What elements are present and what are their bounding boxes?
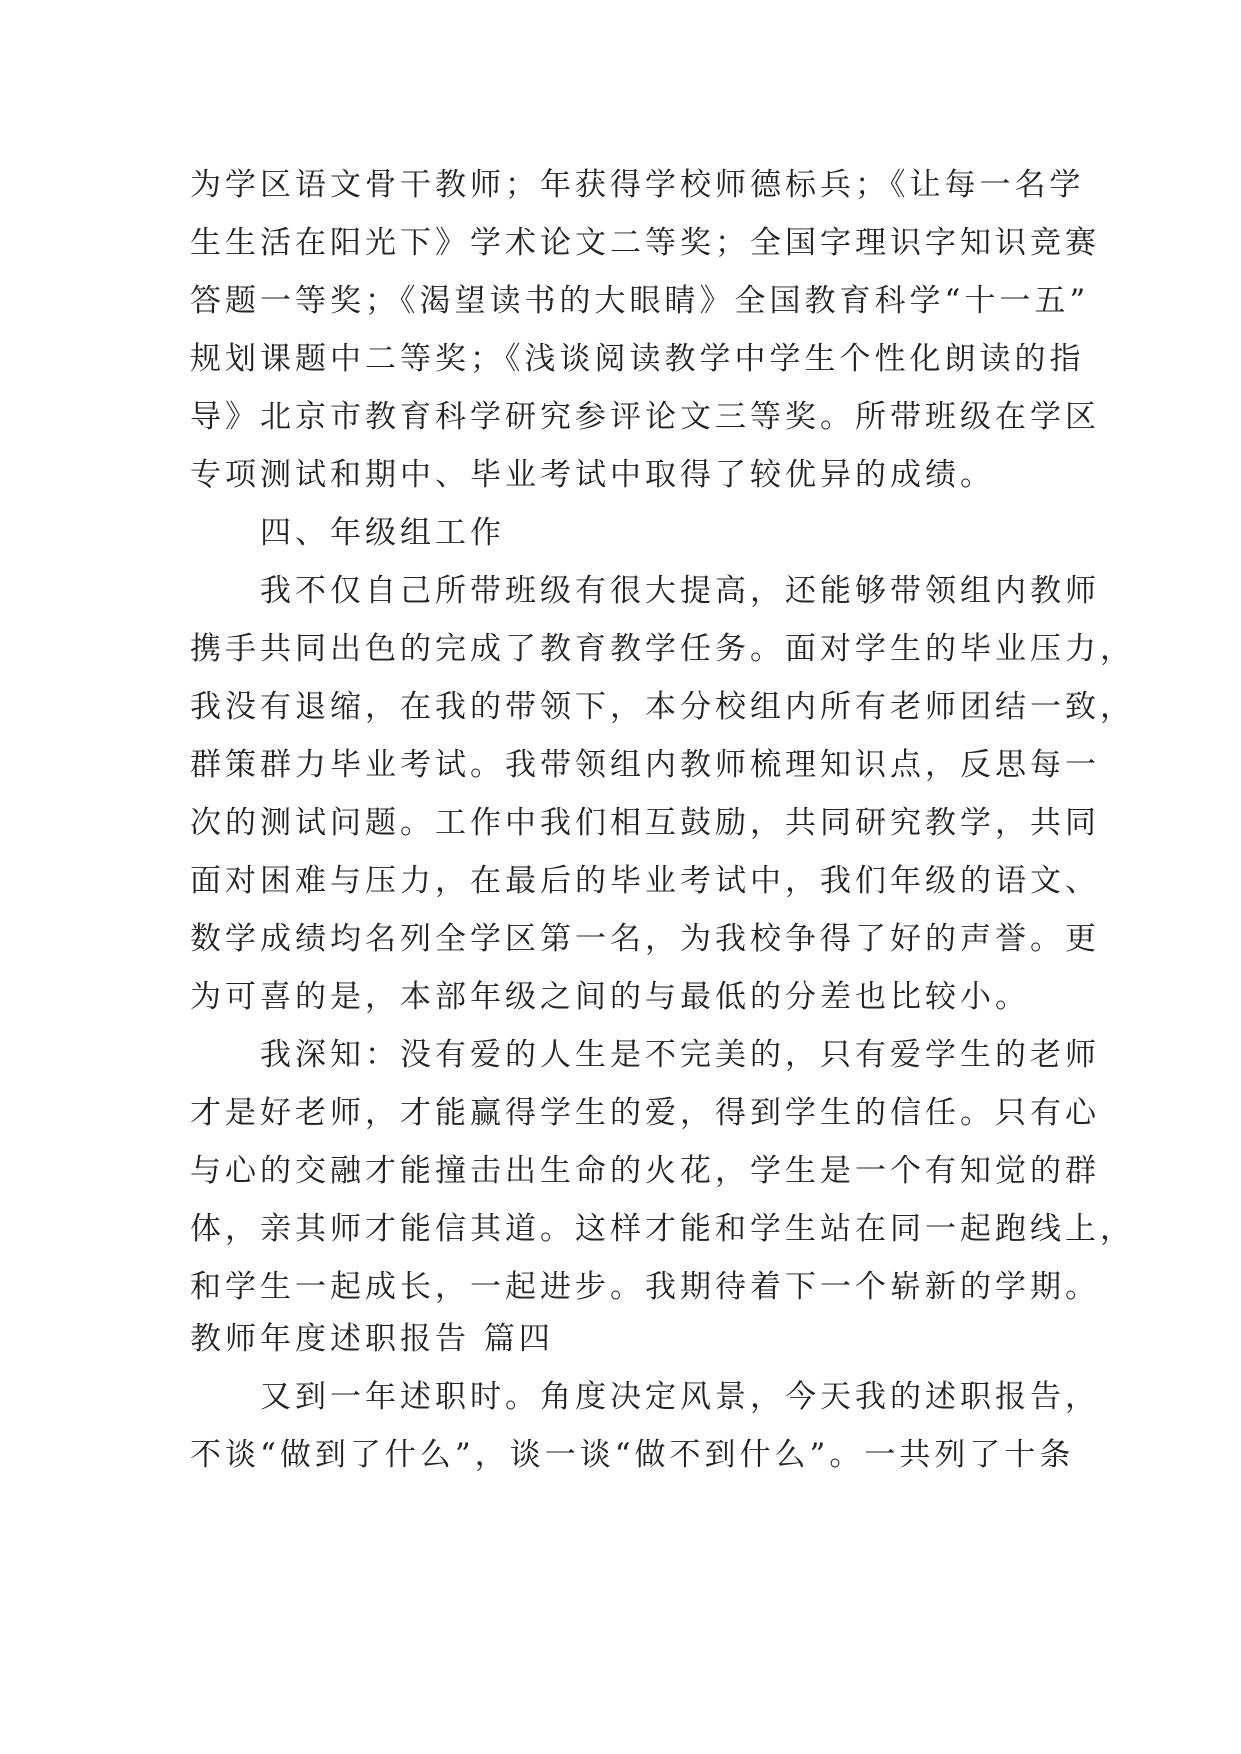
- text-line: 我深知：没有爱的人生是不完美的，只有爱学生的老师: [190, 1037, 1100, 1073]
- text-line: 为可喜的是，本部年级之间的与最低的分差也比较小。: [190, 979, 1030, 1015]
- text-line: 为学区语文骨干教师；年获得学校师德标兵；《让每一名学: [190, 167, 1085, 203]
- section-heading: 四、年级组工作: [190, 515, 505, 551]
- text-line: 我不仅自己所带班级有很大提高，还能够带领组内教师: [190, 573, 1100, 609]
- article-title: 教师年度述职报告 篇四: [190, 1321, 554, 1357]
- body-text-section: [190, 156, 1135, 1316]
- text-line: 体，亲其师才能信其道。这样才能和学生站在同一起跑线上，: [190, 1211, 1135, 1247]
- text-line: 我没有退缩，在我的带领下，本分校组内所有老师团结一致，: [190, 689, 1135, 725]
- text-line: 数学成绩均名列全学区第一名，为我校争得了好的声誉。更: [190, 921, 1100, 957]
- text-line: 与心的交融才能撞击出生命的火花，学生是一个有知觉的群: [190, 1153, 1100, 1189]
- text-line: 群策群力毕业考试。我带领组内教师梳理知识点，反思每一: [190, 747, 1100, 783]
- text-line: 规划课题中二等奖；《浅谈阅读教学中学生个性化朗读的指: [190, 341, 1085, 377]
- text-line: 生生活在阳光下》学术论文二等奖；全国字理识字知识竞赛: [190, 225, 1100, 261]
- text-line: 次的测试问题。工作中我们相互鼓励，共同研究教学，共同: [190, 805, 1100, 841]
- text-line: 携手共同出色的完成了教育教学任务。面对学生的毕业压力，: [190, 631, 1135, 667]
- text-line: 和学生一起成长，一起进步。我期待着下一个崭新的学期。: [190, 1269, 1100, 1305]
- text-line: 专项测试和期中、毕业考试中取得了较优异的成绩。: [190, 457, 995, 493]
- text-line: 不谈“做到了什么”，谈一谈“做不到什么”。一共列了十条: [190, 1437, 1075, 1473]
- text-line: 才是好老师，才能赢得学生的爱，得到学生的信任。只有心: [190, 1095, 1100, 1131]
- text-line: 面对困难与压力，在最后的毕业考试中，我们年级的语文、: [190, 863, 1100, 899]
- text-line: 导》北京市教育科学研究参评论文三等奖。所带班级在学区: [190, 399, 1100, 435]
- text-line: 答题一等奖；《渴望读书的大眼睛》全国教育科学“十一五”: [190, 283, 1090, 319]
- next-article-section: [190, 1310, 1100, 1484]
- text-line: 又到一年述职时。角度决定风景，今天我的述职报告，: [190, 1379, 1100, 1415]
